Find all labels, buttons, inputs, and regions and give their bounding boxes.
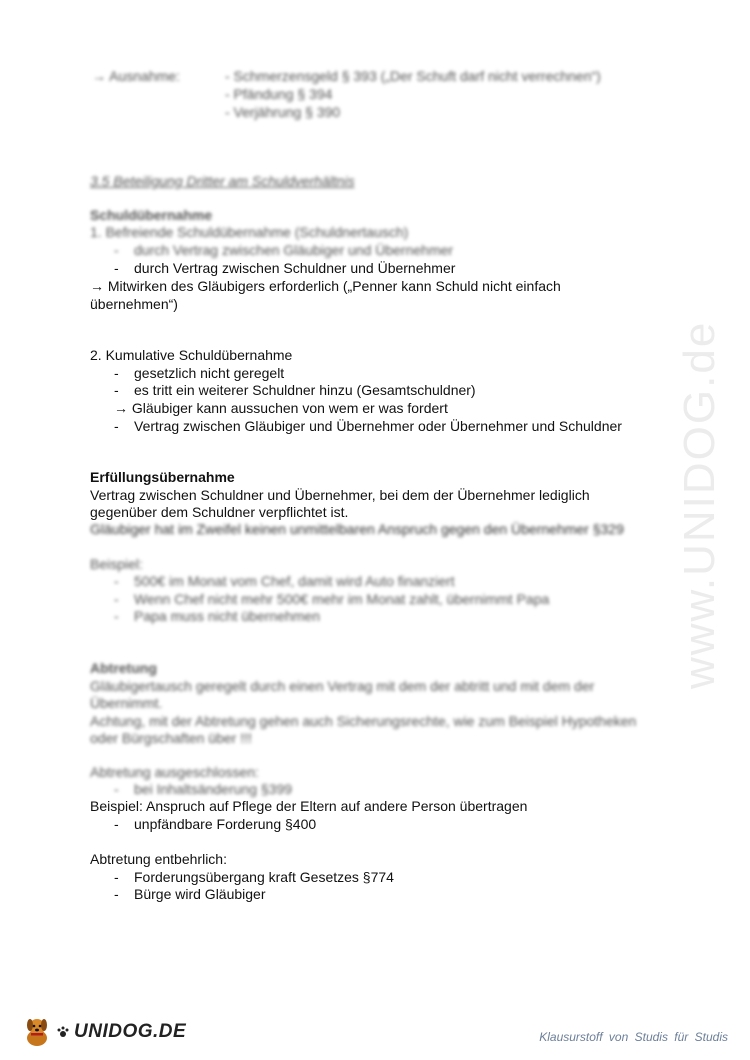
dog-logo-icon: [22, 1016, 52, 1048]
beispiel-item: 500€ im Monat vom Chef, damit wird Auto finanziert: [134, 573, 455, 589]
beispiel-label: Beispiel:: [90, 556, 143, 572]
beispiel-item: Papa muss nicht übernehmen: [134, 608, 320, 624]
abtretung-line: Achtung, mit der Abtretung gehen auch Sicherungsrechte, wie zum Beispiel Hypotheken: [90, 713, 637, 729]
erfuellung-heading: Erfüllungsübernahme: [90, 469, 235, 485]
paw-icon: [56, 1025, 70, 1039]
exception-item: - Verjährung § 390: [225, 104, 341, 120]
logo-text: UNIDOG.DE: [74, 1021, 187, 1042]
schuld-p2-arrow: → Gläubiger kann aussuchen von wem er was fordert: [114, 400, 448, 416]
schuld-p1-title: 1. Befreiende Schuldübernahme (Schuldnertausch): [90, 224, 409, 240]
entbehrlich-item: Bürge wird Gläubiger: [134, 886, 266, 902]
schuld-p2-item: gesetzlich nicht geregelt: [134, 365, 285, 381]
abtretung-beispiel: Beispiel: Anspruch auf Pflege der Eltern auf andere Person übertragen: [90, 798, 528, 814]
ausgeschlossen-item: bei Inhaltsänderung §399: [134, 781, 293, 797]
erfuellung-line: Vertrag zwischen Schuldner und Übernehmer, bei dem der Übernehmer lediglich: [90, 487, 590, 503]
document-page: www.UNIDOG.de → Ausnahme: - Schmerzensgeld § 393 („Der Schuft darf nicht verrechnen“) - Pfändung § 394 - Verjährung § 390 3.5 Beteiligung Dritter am Schuldverhältnis Schuldübernahme 1. Befreiende Schuldübernahme (Schuldnertausch) - durch Vertrag zwischen Gläubiger und Übernehmer - durch Vertrag zwischen Schuldner und Übernehmer → Mitwirken des Gläubigers erforderlich („Penner kann Schuld nicht einfach übernehmen“) 2. Kumulative Schuldübernahme - gesetzlich nicht geregelt - es tritt ein weiterer Schuldner hinzu (Gesamtschuldner) → Gläubiger kann aussuchen von wem er was fordert - Vertrag zwischen Gläubiger und Übernehmer oder Übernehmer und Schuldner Erfüllungsübernahme Vertrag zwischen Schuldner und Übernehmer, bei dem der Übernehmer lediglich gegenüber dem Schuldner verpflichtet ist. Gläubiger hat im Zweifel keinen unmittelbaren Anspruch gegen den Übernehmer §329 Beispiel: - 500€ im Monat vom Chef, damit wird Auto finanziert - Wenn Chef nicht mehr 500€ mehr im Monat zahlt, übernimmt Papa - Papa muss nicht übernehmen Abtretung Gläubigertausch geregelt durch einen Vertrag mit dem der abtritt und mit dem der Übernimmt. Achtung, mit der Abtretung gehen auch Sicherungsrechte, wie zum Beispiel Hypotheken oder Bürgschaften über !!! Abtretung ausgeschlossen: - bei Inhaltsänderung §399 Beispiel: Anspruch auf Pflege der Eltern auf andere Person übertragen - unpfändbare Forderung §400 Abtretung entbehrlich: - Forderungsübergang kraft Gesetzes §774 - Bürge wird Gläubiger UNIDOG.DE Klausurstoff von Studis für Studis: [0, 0, 750, 1060]
schuld-p1-item: durch Vertrag zwischen Gläubiger und Übernehmer: [134, 242, 454, 258]
exception-item: - Schmerzensgeld § 393 („Der Schuft darf nicht verrechnen“): [225, 68, 601, 84]
abtretung-heading: Abtretung: [90, 660, 157, 676]
schuld-p1-item: durch Vertrag zwischen Schuldner und Übernehmer: [134, 260, 456, 276]
watermark: www.UNIDOG.de: [675, 320, 724, 690]
beispiel-item: Wenn Chef nicht mehr 500€ mehr im Monat zahlt, übernimmt Papa: [134, 591, 550, 607]
schuld-p2-title: 2. Kumulative Schuldübernahme: [90, 347, 293, 363]
ausgeschlossen-label: Abtretung ausgeschlossen:: [90, 764, 259, 780]
entbehrlich-item: Forderungsübergang kraft Gesetzes §774: [134, 869, 394, 885]
abtretung-line: Übernimmt.: [90, 695, 163, 711]
abtretung-line: Gläubigertausch geregelt durch einen Vertrag mit dem der abtritt und mit dem der: [90, 678, 595, 694]
schuld-p2-item: es tritt ein weiterer Schuldner hinzu (Gesamtschuldner): [134, 382, 476, 398]
section-heading: 3.5 Beteiligung Dritter am Schuldverhältnis: [90, 173, 355, 189]
abtretung-item-400: unpfändbare Forderung §400: [134, 816, 317, 832]
erfuellung-line: gegenüber dem Schuldner verpflichtet ist.: [90, 504, 349, 520]
entbehrlich-label: Abtretung entbehrlich:: [90, 851, 227, 867]
erfuellung-line: Gläubiger hat im Zweifel keinen unmittelbaren Anspruch gegen den Übernehmer §329: [90, 521, 624, 537]
footer-tagline: Klausurstoff von Studis für Studis: [539, 1030, 728, 1044]
abtretung-line: oder Bürgschaften über !!!: [90, 730, 252, 746]
exception-item: - Pfändung § 394: [225, 86, 333, 102]
schuld-heading: Schuldübernahme: [90, 207, 213, 223]
footer-logo[interactable]: [22, 1014, 186, 1050]
schuld-p1-arrow-cont: übernehmen“): [90, 296, 178, 312]
schuld-p2-item: Vertrag zwischen Gläubiger und Übernehmer oder Übernehmer und Schuldner: [134, 418, 622, 434]
schuld-p1-arrow: → Mitwirken des Gläubigers erforderlich („Penner kann Schuld nicht einfach: [90, 278, 561, 294]
exceptions-label: → Ausnahme:: [92, 68, 180, 84]
